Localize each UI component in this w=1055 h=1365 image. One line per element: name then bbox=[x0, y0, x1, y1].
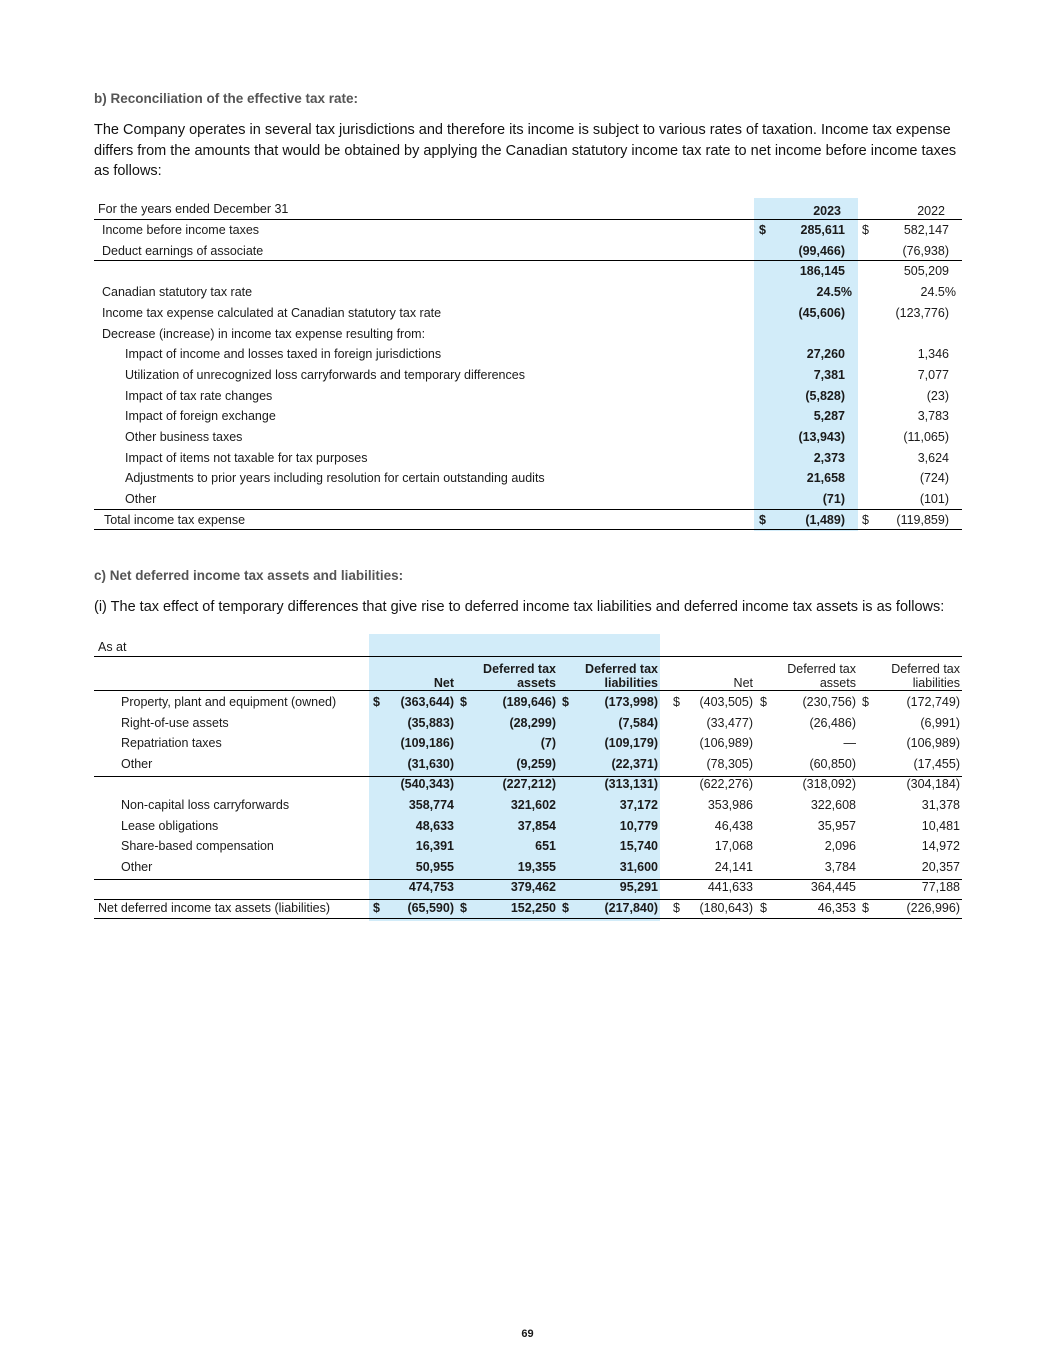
cell-value: (363,644) bbox=[400, 695, 454, 709]
cell-value: (540,343) bbox=[400, 777, 454, 792]
cell-value: 46,353 bbox=[817, 901, 856, 915]
cell-value: (227,212) bbox=[502, 777, 556, 792]
row-label: Other bbox=[121, 756, 153, 771]
cell-value: 16,391 bbox=[415, 839, 454, 854]
col-header: assets bbox=[517, 676, 556, 690]
value-2022: 24.5% bbox=[920, 285, 956, 300]
col-header: Net bbox=[433, 676, 454, 690]
cell-value: (313,131) bbox=[604, 777, 658, 792]
cell-value: 10,481 bbox=[921, 818, 960, 833]
cell-value: (217,840) bbox=[604, 901, 658, 915]
cell-value: (109,186) bbox=[400, 736, 454, 751]
cell-value: 35,957 bbox=[817, 818, 856, 833]
col-header: liabilities bbox=[912, 676, 960, 690]
value-2022: 1,346 bbox=[917, 347, 949, 362]
value-2022: (123,776) bbox=[895, 305, 949, 320]
cell-value: 3,784 bbox=[824, 859, 856, 874]
cell-value: (109,179) bbox=[604, 736, 658, 751]
cell-value: (172,749) bbox=[906, 695, 960, 709]
row-label: Net deferred income tax assets (liabilities) bbox=[98, 901, 331, 915]
cell-value: 37,172 bbox=[619, 798, 658, 812]
row-label: Share-based compensation bbox=[121, 839, 274, 854]
cell-value: (189,646) bbox=[502, 695, 556, 709]
row-label: Impact of items not taxable for tax purposes bbox=[125, 450, 368, 465]
cell-value: (106,989) bbox=[906, 736, 960, 751]
cell-value: (33,477) bbox=[706, 715, 753, 730]
table-b-total-rule bbox=[94, 509, 962, 510]
value-2022: 3,624 bbox=[917, 450, 949, 465]
cell-value: (60,850) bbox=[809, 756, 856, 771]
cell-value: (78,305) bbox=[706, 756, 753, 771]
value-2022: 3,783 bbox=[917, 409, 949, 424]
value-2022: 505,209 bbox=[903, 264, 949, 279]
table-c-as-at: As at bbox=[98, 640, 127, 654]
dollar-sign: $ bbox=[373, 901, 380, 915]
cell-value: (28,299) bbox=[509, 715, 556, 730]
dollar-sign: $ bbox=[862, 695, 869, 709]
cell-value: (106,989) bbox=[699, 736, 753, 751]
page-number: 69 bbox=[521, 1328, 534, 1340]
cell-value: 379,462 bbox=[510, 880, 556, 895]
cell-value: 322,608 bbox=[810, 798, 856, 812]
cell-value: — bbox=[843, 736, 856, 751]
cell-value: (26,486) bbox=[809, 715, 856, 730]
cell-value: 353,986 bbox=[707, 798, 753, 812]
cell-value: 152,250 bbox=[510, 901, 556, 915]
cell-value: (318,092) bbox=[802, 777, 856, 792]
value-2023: 285,611 bbox=[800, 223, 845, 237]
cell-value: 19,355 bbox=[517, 859, 556, 874]
table-c-group-rule bbox=[94, 656, 962, 657]
table-b-bottom-rule bbox=[94, 529, 962, 530]
dollar-sign: $ bbox=[862, 901, 869, 915]
cell-value: 31,600 bbox=[619, 859, 658, 874]
cell-value: 321,602 bbox=[510, 798, 556, 812]
value-2023: (71) bbox=[822, 492, 845, 507]
cell-value: 14,972 bbox=[921, 839, 960, 854]
table-b-col-2023: 2023 bbox=[813, 204, 841, 218]
value-2023: 21,658 bbox=[806, 471, 845, 486]
row-label: Property, plant and equipment (owned) bbox=[121, 695, 337, 709]
col-header: liabilities bbox=[604, 676, 658, 690]
cell-value: 17,068 bbox=[714, 839, 753, 854]
row-label: Other bbox=[121, 859, 153, 874]
section-c-heading: c) Net deferred income tax assets and liabilities: bbox=[94, 568, 404, 583]
cell-value: 358,774 bbox=[408, 798, 454, 812]
row-label: Total income tax expense bbox=[104, 512, 246, 527]
cell-value: (35,883) bbox=[407, 715, 454, 730]
section-b-paragraph: The Company operates in several tax jurisdictions and therefore its income is subject to various rates of taxation. Income tax expense differs from the amounts that would be obtained by applying the Canadian statutory income tax rate to net income before income taxes as follows: bbox=[94, 122, 957, 179]
table-c-total-rule bbox=[94, 899, 962, 900]
value-2022: (76,938) bbox=[902, 243, 949, 258]
cell-value: (622,276) bbox=[699, 777, 753, 792]
value-2022: (724) bbox=[919, 471, 949, 486]
row-label: Non-capital loss carryforwards bbox=[121, 798, 290, 812]
cell-value: (7,584) bbox=[618, 715, 658, 730]
row-label: Lease obligations bbox=[121, 818, 219, 833]
cell-value: (22,371) bbox=[611, 756, 658, 771]
cell-value: 651 bbox=[535, 839, 556, 854]
cell-value: (180,643) bbox=[699, 901, 753, 915]
row-label: Income before income taxes bbox=[102, 223, 260, 237]
value-2023: (5,828) bbox=[805, 388, 845, 403]
cell-value: 24,141 bbox=[714, 859, 753, 874]
value-2023: (45,606) bbox=[798, 305, 845, 320]
table-b-header-rule bbox=[94, 219, 962, 220]
cell-value: 46,438 bbox=[714, 818, 753, 833]
dollar-sign: $ bbox=[562, 695, 569, 709]
cell-value: (226,996) bbox=[906, 901, 960, 915]
row-label: Adjustments to prior years including resolution for certain outstanding audits bbox=[125, 471, 545, 486]
value-2022: (11,065) bbox=[903, 430, 949, 444]
cell-value: 50,955 bbox=[415, 859, 454, 874]
dollar-sign: $ bbox=[460, 695, 467, 709]
dollar-sign: $ bbox=[759, 512, 766, 527]
row-label: Deduct earnings of associate bbox=[102, 243, 264, 258]
cell-value: 95,291 bbox=[619, 880, 658, 895]
row-label: Other bbox=[125, 492, 157, 507]
value-2022: 7,077 bbox=[917, 367, 949, 382]
cell-value: (173,998) bbox=[604, 695, 658, 709]
table-c-subtotal-rule-2 bbox=[94, 879, 962, 880]
cell-value: (403,505) bbox=[699, 695, 753, 709]
col-header: Deferred tax bbox=[483, 662, 556, 676]
table-c-subtotal-rule-1 bbox=[94, 776, 962, 777]
cell-value: 10,779 bbox=[619, 818, 658, 833]
row-label: Impact of income and losses taxed in foreign jurisdictions bbox=[125, 347, 442, 362]
table-c-header-rule bbox=[94, 690, 962, 691]
value-2022: (119,859) bbox=[896, 512, 949, 527]
value-2023: 186,145 bbox=[799, 264, 845, 279]
row-label: Decrease (increase) in income tax expense resulting from: bbox=[102, 326, 426, 341]
value-2023: (13,943) bbox=[798, 430, 845, 444]
dollar-sign: $ bbox=[460, 901, 467, 915]
value-2023: 5,287 bbox=[813, 409, 845, 424]
value-2023: 24.5% bbox=[816, 285, 852, 300]
cell-value: (304,184) bbox=[906, 777, 960, 792]
cell-value: 37,854 bbox=[517, 818, 556, 833]
table-b-col-2022: 2022 bbox=[917, 204, 945, 218]
row-label: Impact of tax rate changes bbox=[125, 388, 273, 403]
col-header: assets bbox=[819, 676, 856, 690]
cell-value: (230,756) bbox=[802, 695, 856, 709]
value-2023: 27,260 bbox=[806, 347, 845, 362]
col-header: Deferred tax bbox=[891, 662, 960, 676]
dollar-sign: $ bbox=[673, 901, 680, 915]
value-2023: 7,381 bbox=[813, 367, 845, 382]
cell-value: 2,096 bbox=[824, 839, 856, 854]
cell-value: (17,455) bbox=[913, 756, 960, 771]
dollar-sign: $ bbox=[759, 223, 766, 237]
cell-value: 441,633 bbox=[707, 880, 753, 895]
cell-value: (9,259) bbox=[516, 756, 556, 771]
row-label: Other business taxes bbox=[125, 430, 243, 444]
dollar-sign: $ bbox=[373, 695, 380, 709]
cell-value: 20,357 bbox=[921, 859, 960, 874]
dollar-sign: $ bbox=[862, 223, 869, 237]
dollar-sign: $ bbox=[760, 695, 767, 709]
value-2023: (1,489) bbox=[805, 512, 845, 527]
cell-value: 15,740 bbox=[619, 839, 658, 854]
cell-value: 31,378 bbox=[921, 798, 960, 812]
row-label: Canadian statutory tax rate bbox=[102, 285, 253, 300]
cell-value: (7) bbox=[540, 736, 556, 751]
value-2023: 2,373 bbox=[813, 450, 845, 465]
row-label: Income tax expense calculated at Canadian statutory tax rate bbox=[102, 305, 442, 320]
section-b-heading: b) Reconciliation of the effective tax rate: bbox=[94, 91, 359, 106]
row-label: Right-of-use assets bbox=[121, 715, 229, 730]
cell-value: 48,633 bbox=[415, 818, 454, 833]
value-2022: (23) bbox=[926, 388, 949, 403]
dollar-sign: $ bbox=[760, 901, 767, 915]
col-header: Deferred tax bbox=[585, 662, 658, 676]
table-b-subtotal-rule bbox=[94, 260, 962, 261]
value-2023: (99,466) bbox=[798, 243, 845, 258]
table-b-header-label: For the years ended December 31 bbox=[98, 202, 289, 216]
value-2022: (101) bbox=[919, 492, 949, 507]
cell-value: (6,991) bbox=[920, 715, 960, 730]
row-label: Utilization of unrecognized loss carryforwards and temporary differences bbox=[125, 367, 525, 382]
table-c-bottom-rule bbox=[94, 918, 962, 919]
dollar-sign: $ bbox=[673, 695, 680, 709]
col-header: Deferred tax bbox=[787, 662, 856, 676]
row-label: Impact of foreign exchange bbox=[125, 409, 276, 424]
col-header: Net bbox=[733, 676, 753, 690]
cell-value: (65,590) bbox=[407, 901, 454, 915]
dollar-sign: $ bbox=[862, 512, 869, 527]
row-label: Repatriation taxes bbox=[121, 736, 222, 751]
section-c-paragraph: (i) The tax effect of temporary differences that give rise to deferred income tax liabilities and deferred income tax assets is as follows: bbox=[94, 599, 945, 615]
cell-value: 474,753 bbox=[408, 880, 454, 895]
cell-value: 77,188 bbox=[921, 880, 960, 895]
value-2022: 582,147 bbox=[903, 223, 949, 237]
dollar-sign: $ bbox=[562, 901, 569, 915]
cell-value: 364,445 bbox=[810, 880, 856, 895]
cell-value: (31,630) bbox=[407, 756, 454, 771]
